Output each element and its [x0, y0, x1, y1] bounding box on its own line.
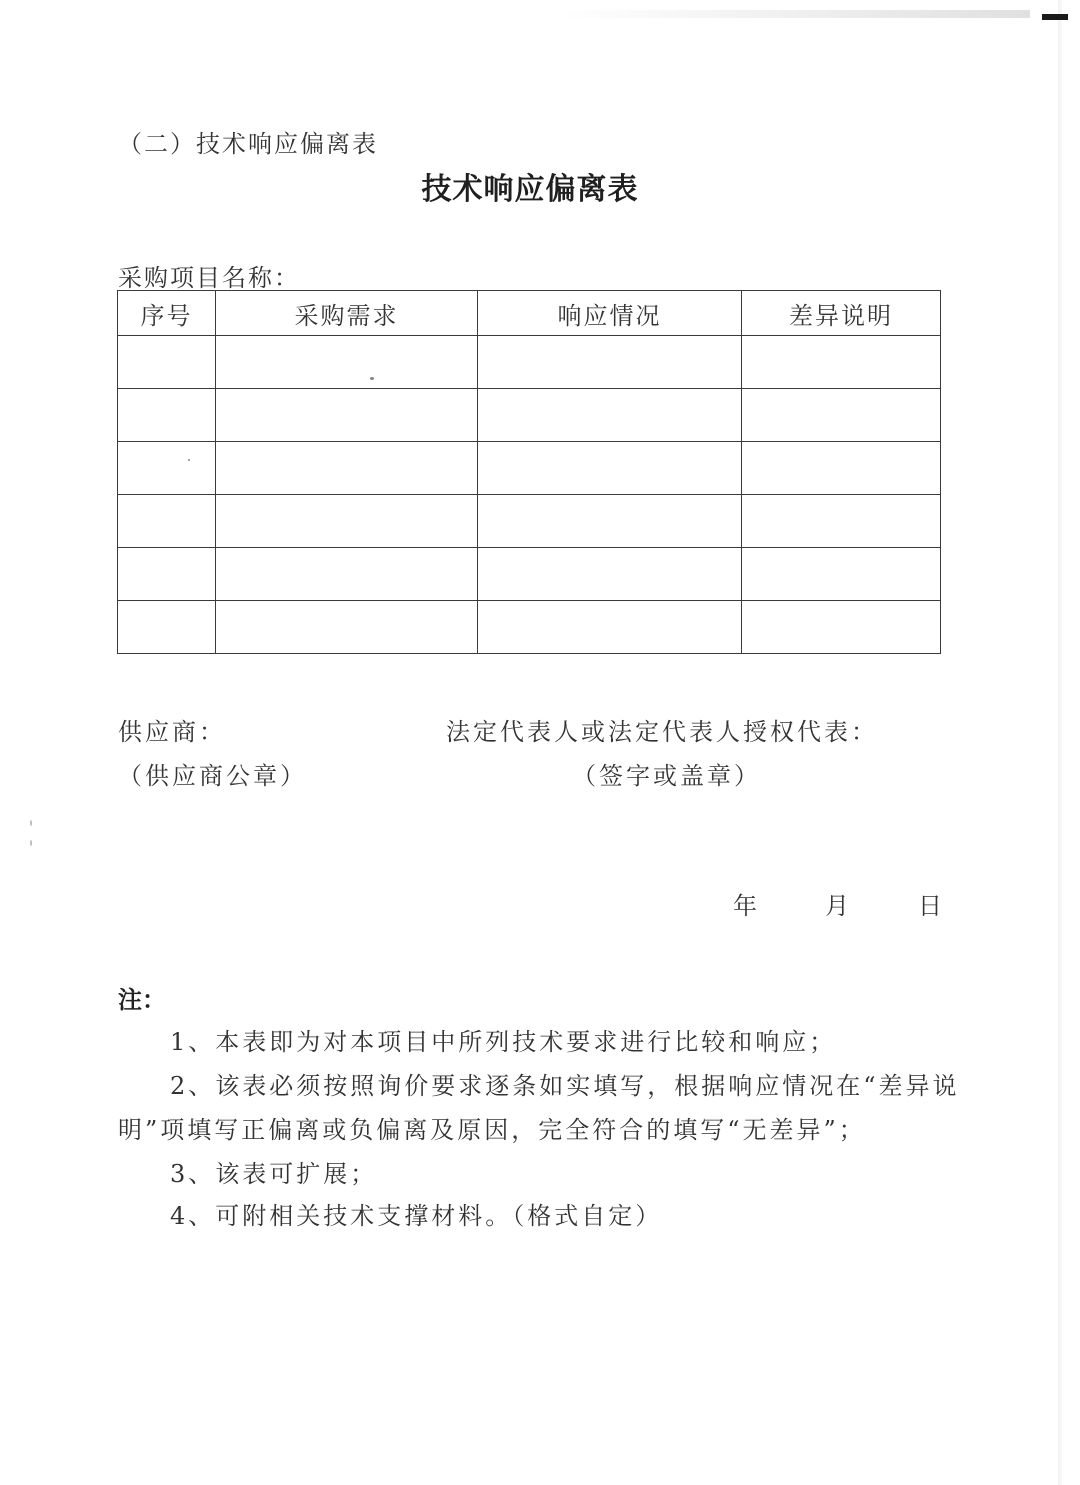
supplier-seal-label: （供应商公章）	[118, 762, 307, 790]
table-cell[interactable]	[118, 601, 216, 654]
scan-speck	[188, 459, 190, 461]
header-response: 响应情况	[478, 291, 742, 336]
header-difference: 差异说明	[742, 291, 941, 336]
table-cell[interactable]	[216, 336, 478, 389]
note-item-2-line-2: 明”项填写正偏离或负偏离及原因，完全符合的填写“无差异”；	[118, 1116, 866, 1144]
header-requirement: 采购需求	[216, 291, 478, 336]
table-cell[interactable]	[216, 495, 478, 548]
table-cell[interactable]	[742, 548, 941, 601]
scan-speck	[30, 820, 32, 826]
representative-label: 法定代表人或法定代表人授权代表：	[446, 718, 878, 746]
notes-heading: 注：	[118, 985, 166, 1014]
table-cell[interactable]	[478, 495, 742, 548]
representative-sign-label: （签字或盖章）	[572, 762, 761, 790]
table-cell[interactable]	[118, 389, 216, 442]
header-seq: 序号	[118, 291, 216, 336]
note-item-1: 1、本表即为对本项目中所列技术要求进行比较和响应；	[170, 1028, 837, 1056]
note-item-3: 3、该表可扩展；	[170, 1160, 378, 1188]
date-year-label: 年	[733, 892, 757, 920]
table-row	[118, 389, 941, 442]
scan-edge	[1058, 0, 1062, 1485]
table-cell[interactable]	[216, 389, 478, 442]
scan-shadow	[560, 10, 1030, 18]
table-row	[118, 495, 941, 548]
table-cell[interactable]	[118, 336, 216, 389]
table-cell[interactable]	[478, 389, 742, 442]
table-cell[interactable]	[742, 601, 941, 654]
table-cell[interactable]	[118, 495, 216, 548]
table-row	[118, 548, 941, 601]
scan-speck	[370, 377, 374, 380]
supplier-label: 供应商：	[118, 718, 226, 746]
scan-mark	[1042, 14, 1068, 20]
date-month-label: 月	[825, 892, 849, 920]
table-cell[interactable]	[478, 601, 742, 654]
table-cell[interactable]	[478, 336, 742, 389]
table-cell[interactable]	[216, 601, 478, 654]
deviation-table	[117, 290, 941, 654]
note-item-2-line-1: 2、该表必须按照询价要求逐条如实填写，根据响应情况在“差异说	[170, 1072, 960, 1100]
project-name-label: 采购项目名称：	[118, 264, 300, 292]
table-row	[118, 442, 941, 495]
scan-speck	[30, 840, 32, 846]
table-cell[interactable]	[478, 548, 742, 601]
page-title: 技术响应偏离表	[421, 172, 639, 207]
table-row	[118, 336, 941, 389]
table-cell[interactable]	[742, 389, 941, 442]
table-cell[interactable]	[216, 548, 478, 601]
table-cell[interactable]	[742, 442, 941, 495]
section-label: （二）技术响应偏离表	[118, 130, 378, 158]
table-header-row	[118, 291, 941, 336]
table-row	[118, 601, 941, 654]
table-cell[interactable]	[118, 548, 216, 601]
table-cell[interactable]	[742, 495, 941, 548]
table-cell[interactable]	[742, 336, 941, 389]
note-item-4: 4、可附相关技术支撑材料。（格式自定）	[170, 1202, 663, 1230]
table-cell[interactable]	[216, 442, 478, 495]
table-cell[interactable]	[478, 442, 742, 495]
date-day-label: 日	[918, 892, 942, 920]
table-cell[interactable]	[118, 442, 216, 495]
